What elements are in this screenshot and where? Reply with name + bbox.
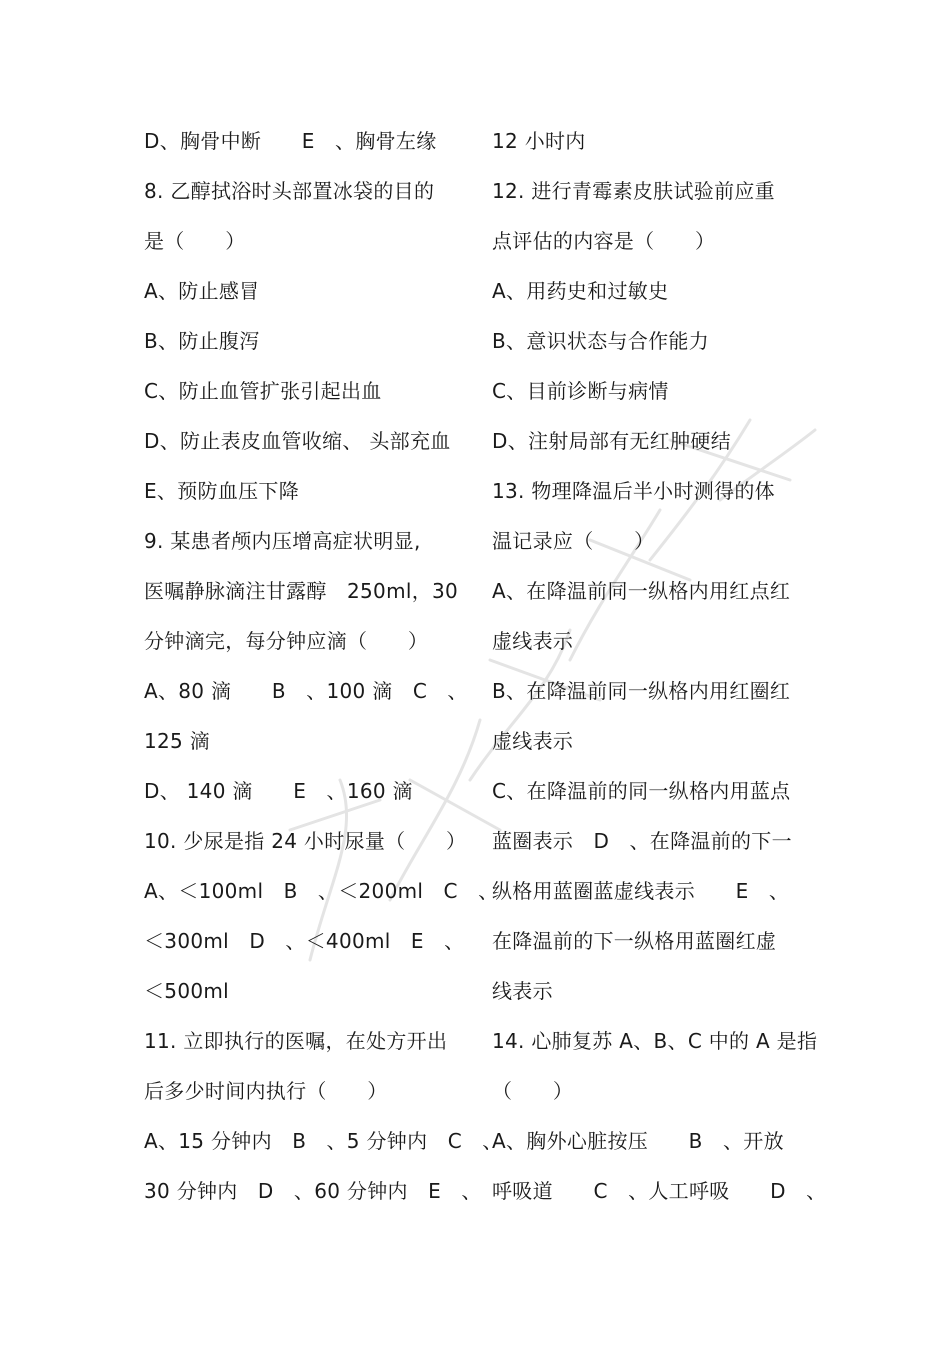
text-line: 10. 少尿是指 24 小时尿量（ ） [144,829,467,853]
text-line: D、 140 滴 E 、160 滴 [144,779,413,803]
text-line: A、胸外心脏按压 B 、开放 [492,1129,784,1153]
text-line: 11. 立即执行的医嘱，在处方开出 [144,1029,448,1053]
left-column [144,118,503,1218]
text-line: A、80 滴 B 、100 滴 C 、 [144,679,468,703]
text-line: A、＜100ml B 、＜200ml C 、 [144,879,499,903]
text-line: A、15 分钟内 B 、5 分钟内 C 、 [144,1129,503,1153]
text-line: 30 分钟内 D 、60 分钟内 E 、 [144,1179,482,1203]
text-line: 虚线表示 [492,729,574,753]
text-line: 蓝圈表示 D 、在降温前的下一 [492,829,792,853]
text-line: 12. 进行青霉素皮肤试验前应重 [492,179,775,203]
text-line: ＜500ml [144,979,230,1003]
text-line: 13. 物理降温后半小时测得的体 [492,479,775,503]
text-line: 125 滴 [144,729,211,753]
text-line: C、在降温前的同一纵格内用蓝点 [492,779,791,803]
text-line: C、防止血管扩张引起出血 [144,379,382,403]
text-line: 医嘱静脉滴注甘露醇 250ml，30 [144,579,459,603]
text-line: 温记录应（ ） [492,529,655,553]
text-line: 点评估的内容是（ ） [492,229,716,253]
text-line: E、预防血压下降 [144,479,300,503]
text-line: D、防止表皮血管收缩、 头部充血 [144,429,451,453]
text-line: 线表示 [492,979,553,1003]
text-line: A、在降温前同一纵格内用红点红 [492,579,791,603]
text-line: 纵格用蓝圈蓝虚线表示 E 、 [492,879,790,903]
text-line: 虚线表示 [492,629,574,653]
text-line: 是（ ） [144,229,246,253]
text-line: 8. 乙醇拭浴时头部置冰袋的目的 [144,179,435,203]
text-line: 分钟滴完，每分钟应滴（ ） [144,629,429,653]
text-line: C、目前诊断与病情 [492,379,669,403]
text-line: D、注射局部有无红肿硬结 [492,429,732,453]
text-line: 在降温前的下一纵格用蓝圈红虚 [492,929,777,953]
text-line: B、在降温前同一纵格内用红圈红 [492,679,791,703]
text-line: A、用药史和过敏史 [492,279,669,303]
text-line: 后多少时间内执行（ ） [144,1079,388,1103]
text-line: 14. 心肺复苏 A、B、C 中的 A 是指 [492,1029,818,1053]
text-line: A、防止感冒 [144,279,260,303]
text-line: 呼吸道 C 、人工呼吸 D 、 [492,1179,827,1203]
text-line: （ ） [492,1079,574,1103]
text-line: ＜300ml D 、＜400ml E 、 [144,929,465,953]
text-line: B、防止腹泻 [144,329,260,353]
text-line: 9. 某患者颅内压增高症状明显, [144,529,421,553]
text-line: D、胸骨中断 E 、胸骨左缘 [144,129,437,153]
text-line: 12 小时内 [492,129,586,153]
right-column [492,118,827,1218]
text-line: B、意识状态与合作能力 [492,329,710,353]
